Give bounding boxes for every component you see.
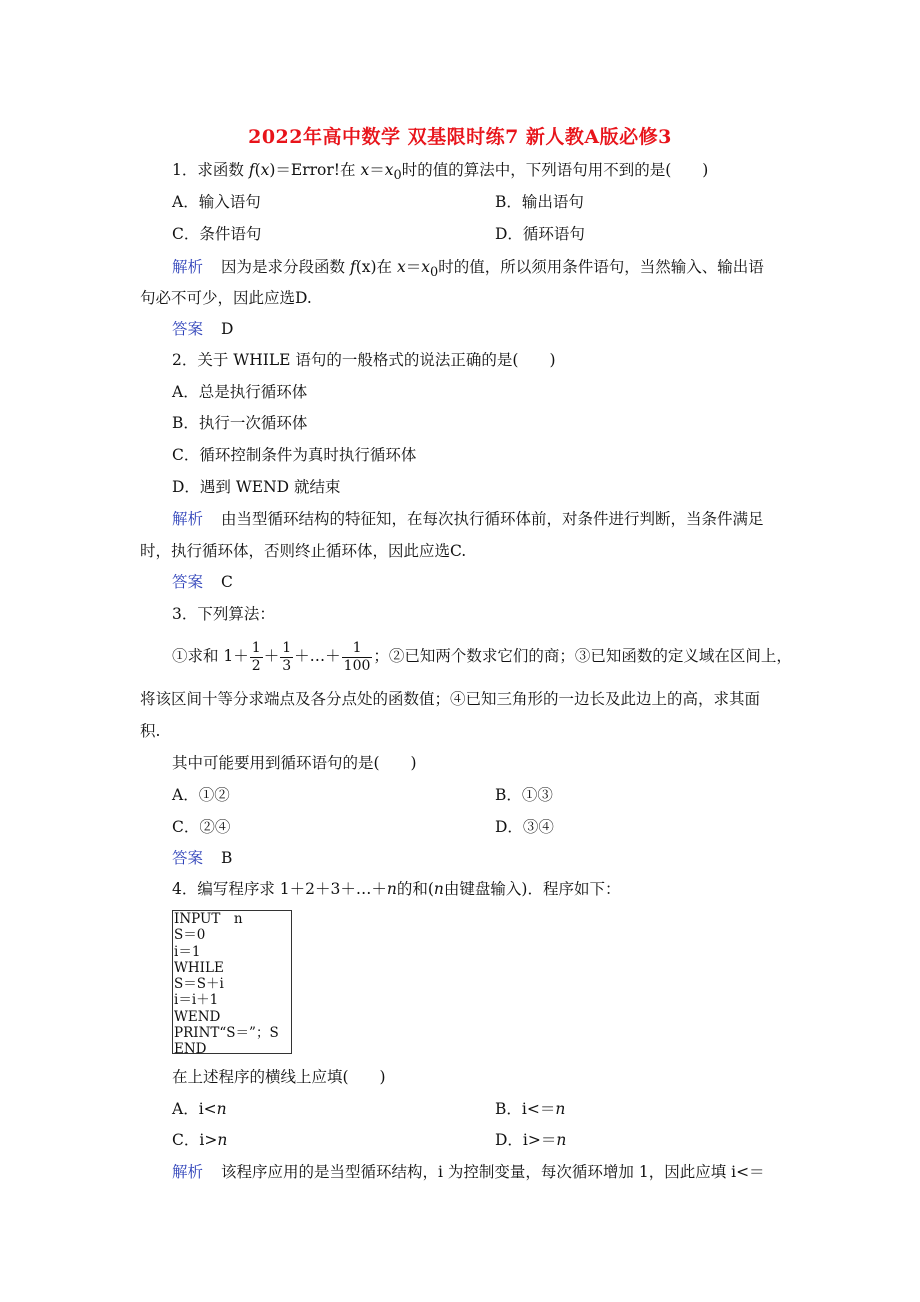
program-code-box <box>172 910 292 1058</box>
q1-analysis-line2: 句必不可少，因此应选D. <box>140 289 312 307</box>
q1-analysis-c: (x)在 <box>355 258 397 276</box>
q3-question: 其中可能要用到循环语句的是( ) <box>172 754 417 772</box>
q2-option-d: D．遇到 WEND 就结束 <box>172 478 341 496</box>
q4-stem <box>172 878 620 900</box>
fraction-1-100 <box>342 640 373 675</box>
q2-analysis <box>172 508 764 530</box>
analysis-label: 解析 <box>172 1163 204 1181</box>
code-line: S＝0 <box>174 927 206 944</box>
q4-var-n2: n <box>433 880 444 898</box>
q1-analysis-h: 时的值，所以须用条件语句，当然输入、输出语 <box>438 258 764 276</box>
code-line: i＝1 <box>174 943 201 960</box>
q4-var-n: n <box>217 1131 228 1149</box>
fraction-denominator: 3 <box>282 657 292 674</box>
code-line: PRINT“S＝”；S <box>174 1025 279 1042</box>
q1-var-x0: x <box>384 161 394 179</box>
q3-items-line1 <box>172 636 792 676</box>
q3-plus: ＋ <box>263 647 280 665</box>
q4-analysis <box>172 1161 765 1183</box>
q1-analysis-b: f <box>349 258 356 276</box>
q3-items-line3: 积. <box>140 722 161 740</box>
fraction-denominator: 2 <box>251 657 261 674</box>
q3-option-c: C．②④ <box>172 818 231 836</box>
fraction-denominator: 100 <box>343 657 371 674</box>
code-line: i＝i＋1 <box>174 992 219 1009</box>
q1-stem <box>172 159 708 187</box>
code-line: INPUT n <box>174 911 243 927</box>
q1-text-c: )＝Error!在 <box>269 161 361 179</box>
fraction-numerator: 1 <box>282 639 292 656</box>
analysis-label: 解析 <box>172 258 204 276</box>
q1-analysis-e: ＝ <box>405 258 422 276</box>
q3-item-a: ①求和 1＋ <box>172 647 249 665</box>
q3-stem: 3．下列算法： <box>172 605 275 623</box>
q2-analysis-line2: 时，执行循环体，否则终止循环体，因此应选C. <box>140 542 467 560</box>
answer-label: 答案 <box>172 849 204 867</box>
q1-var-x2: x <box>360 161 370 179</box>
q1-analysis <box>172 256 764 284</box>
fraction-1-3 <box>280 640 293 675</box>
q1-text-b: ( <box>254 161 261 179</box>
q3-option-a: A．①② <box>172 786 230 804</box>
q1-text-a: 求函数 <box>197 161 249 179</box>
analysis-label: 解析 <box>172 510 204 528</box>
fraction-numerator: 1 <box>342 640 373 658</box>
q3-option-b: B．①③ <box>495 786 553 804</box>
q1-analysis-f: x <box>421 258 430 276</box>
answer-label: 答案 <box>172 320 204 338</box>
q4-stem-a: 4．编写程序求 1＋2＋3＋…＋ <box>172 880 387 898</box>
answer-label: 答案 <box>172 573 204 591</box>
q4-var-n: n <box>216 1100 227 1118</box>
code-line: S＝S＋i <box>174 976 224 993</box>
q2-option-b: B．执行一次循环体 <box>172 414 308 432</box>
code-line: WEND <box>174 1008 221 1025</box>
q4-option-c <box>172 1129 227 1151</box>
q4-stem-b: 的和( <box>396 880 434 898</box>
fraction-1-2 <box>250 640 263 675</box>
q4-analysis-text: 该程序应用的是当型循环结构，i 为控制变量，每次循环增加 1，因此应填 i<＝ <box>221 1163 765 1181</box>
code-line: END <box>174 1041 207 1058</box>
q1-option-c: C．条件语句 <box>172 225 262 243</box>
q3-item-b: ；②已知两个数求它们的商；③已知函数的定义域在区间上， <box>373 647 792 665</box>
q1-number: 1． <box>172 161 198 179</box>
q2-stem: 2．关于 WHILE 语句的一般格式的说法正确的是( ) <box>172 351 556 369</box>
code-line: WHILE <box>174 959 224 976</box>
q4-var-n1: n <box>386 880 397 898</box>
q4-option-b-text: B．i<＝ <box>495 1100 556 1118</box>
q1-sub-0: 0 <box>393 168 402 184</box>
q1-var-f: f <box>248 161 255 179</box>
q3-items-line2: 将该区间十等分求端点及各分点处的函数值；④已知三角形的一边长及此边上的高，求其面 <box>140 690 761 708</box>
q4-var-n: n <box>556 1131 567 1149</box>
q4-option-a <box>172 1098 227 1120</box>
q3-answer <box>172 847 232 869</box>
q1-analysis-g: 0 <box>429 265 439 281</box>
q1-option-b: B．输出语句 <box>495 193 584 211</box>
q4-option-a-text: A．i< <box>172 1100 217 1118</box>
fraction-numerator: 1 <box>251 639 261 656</box>
q2-analysis-text: 由当型循环结构的特征知，在每次执行循环体前，对条件进行判断，当条件满足 <box>221 510 764 528</box>
q2-answer <box>172 571 233 593</box>
q4-option-c-text: C．i> <box>172 1131 218 1149</box>
q3-option-d: D．③④ <box>495 818 554 836</box>
q4-question: 在上述程序的横线上应填( ) <box>172 1068 386 1086</box>
q1-text-d: ＝ <box>369 161 385 179</box>
q3-plus-ellipsis: ＋…＋ <box>294 647 341 665</box>
q2-option-c: C．循环控制条件为真时执行循环体 <box>172 446 417 464</box>
q1-option-d: D．循环语句 <box>495 225 585 243</box>
q1-answer-value: D <box>221 320 234 338</box>
q1-answer <box>172 318 233 340</box>
q1-option-a: A．输入语句 <box>172 193 261 211</box>
q4-var-n: n <box>555 1100 566 1118</box>
q4-option-d-text: D．i>＝ <box>495 1131 557 1149</box>
document-title: 2022年高中数学 双基限时练7 新人教A版必修3 <box>248 126 672 148</box>
q3-answer-value: B <box>221 849 233 867</box>
q1-var-x1: x <box>260 161 270 179</box>
q2-answer-value: C <box>221 573 233 591</box>
q4-option-b <box>495 1098 565 1120</box>
q4-option-d <box>495 1129 566 1151</box>
q4-stem-c: 由键盘输入)．程序如下： <box>443 880 621 898</box>
q1-analysis-d: x <box>396 258 406 276</box>
q2-option-a: A．总是执行循环体 <box>172 383 308 401</box>
q1-analysis-a: 因为是求分段函数 <box>221 258 350 276</box>
q1-text-e: 时的值的算法中，下列语句用不到的是( ) <box>401 161 709 179</box>
